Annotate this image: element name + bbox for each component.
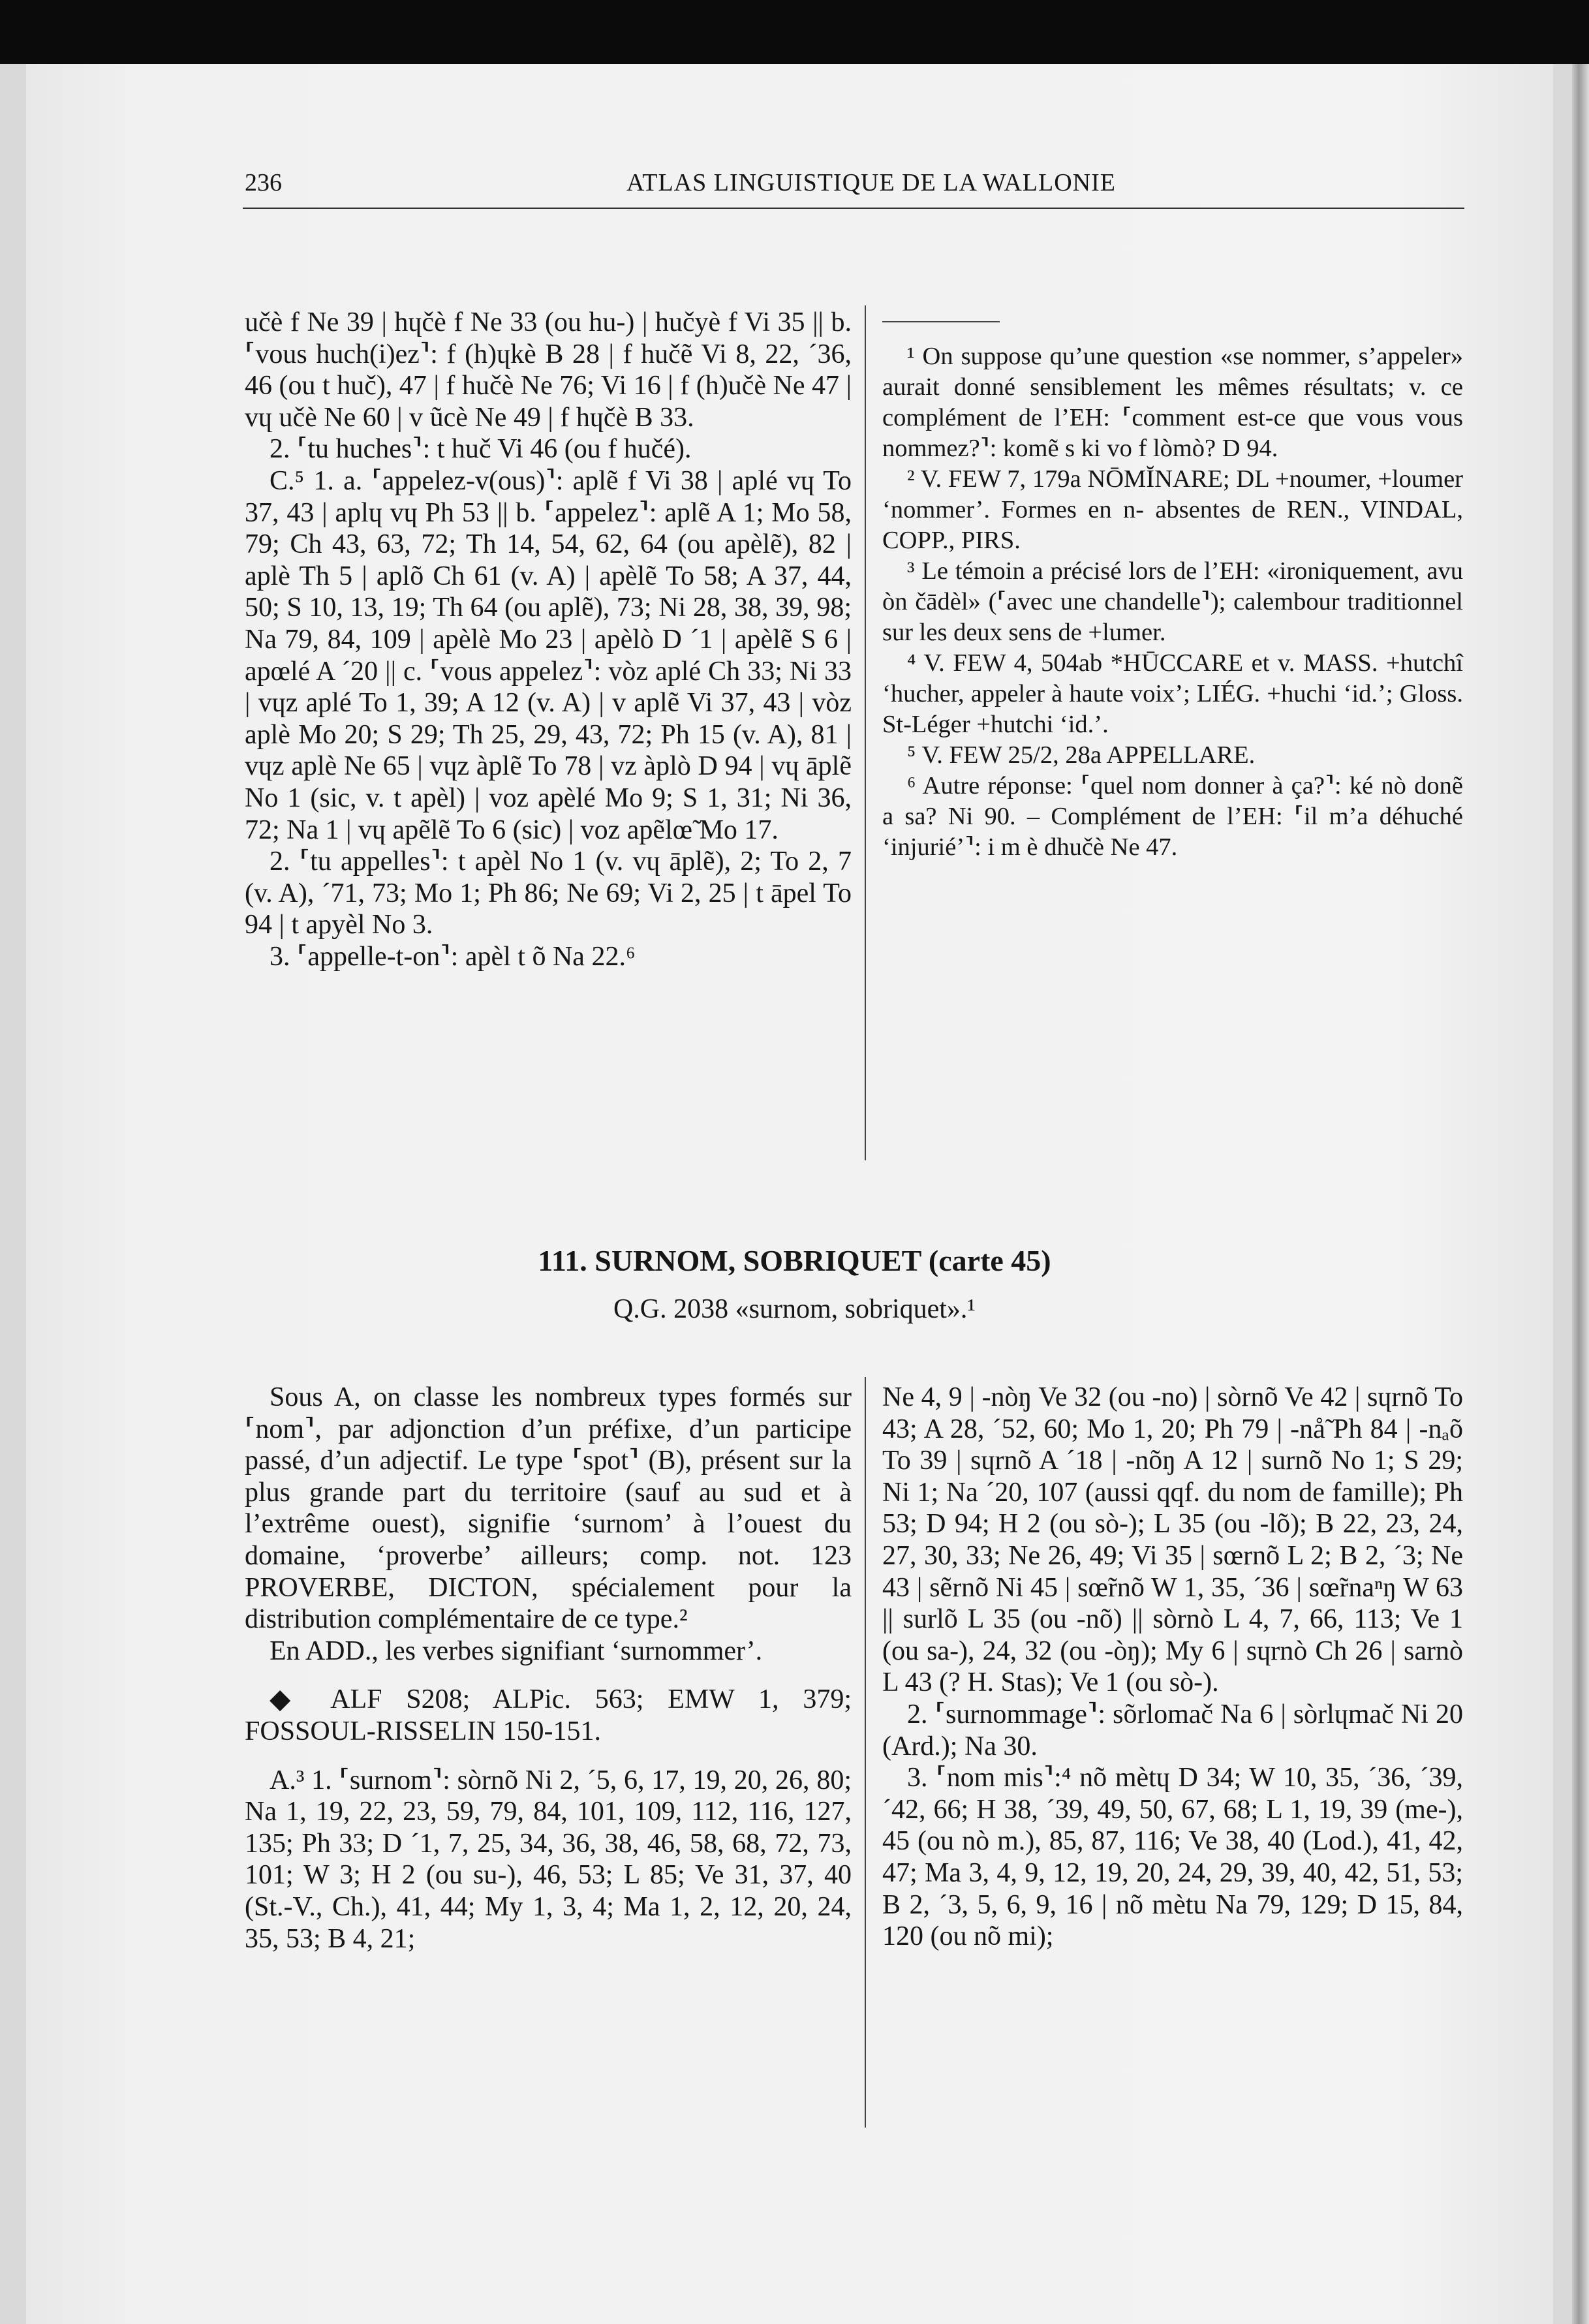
- running-title: ATLAS LINGUISTIQUE DE LA WALLONIE: [626, 169, 1116, 196]
- page-number: 236: [245, 169, 282, 196]
- top-left-column: [245, 307, 852, 972]
- paragraph: učè f Ne 39 | hɥčè f Ne 33 (ou hu-) | hučyè f Vi 35 || b. ⸢vous huch(i)ez⸣: f (h)ɥkè B 28 | f hučẽ Vi 8, 22, ´36, 46 (ou t huč), 47 | f hučè Ne 76; Vi 16 | f (h)učè Ne 47 | vɥ učè Ne 60 | v ũcè Ne 49 | f hɥčè B 33.: [245, 307, 852, 433]
- footnote: ¹ On suppose qu’une question «se nommer, s’appeler» aurait donné sensiblement les mêmes résultats; v. ce complément de l’EH: ⸢comment est-ce que vous vous nommez?⸣: komẽ s ki vo f lòmò? D 94.: [882, 343, 1463, 462]
- scan-top-border: [0, 0, 1589, 64]
- header-rule: [243, 208, 1464, 209]
- footnote: ⁶ Autre réponse: ⸢quel nom donner à ça?⸣: ké nò donẽ a sa? Ni 90. – Complément de l’EH: ⸢il m’a déhuché ‘injurié’⸣: i m è dhučè Ne 47.: [882, 772, 1463, 861]
- paragraph: ◆ ALF S208; ALPic. 563; EMW 1, 379; FOSSOUL-RISSELIN 150-151.: [245, 1684, 852, 1746]
- section-title: 111. SURNOM, SOBRIQUET (carte 45): [538, 1244, 1051, 1277]
- paragraph: 3. ⸢nom mis⸣:⁴ nõ mètɥ D 34; W 10, 35, ´36, ´39, ´42, 66; H 38, ´39, 49, 50, 67, 68; L 1, 19, 39 (me-), 45 (ou nò m.), 85, 87, 116; Ve 38, 40 (Lod.), 41, 42, 47; Ma 3, 4, 9, 12, 19, 20, 24, 29, 39, 40, 42, 51, 53; B 2, ´3, 5, 6, 9, 16 | nõ mètu Na 79, 129; D 15, 84, 120 (ou nõ mi);: [882, 1763, 1463, 1952]
- paragraph: 3. ⸢appelle-t-on⸣: apèl t õ Na 22.⁶: [270, 941, 636, 972]
- section-subtitle: Q.G. 2038 «surnom, sobriquet».¹: [613, 1294, 976, 1324]
- footnote: ² V. FEW 7, 179a NŌMĬNARE; DL +noumer, +loumer ‘nommer’. Formes en n- absentes de REN., VINDAL, COPP., PIRS.: [882, 465, 1463, 554]
- bottom-right-column: [882, 1382, 1463, 1953]
- paragraph: C.⁵ 1. a. ⸢appelez-v(ous)⸣: aplẽ f Vi 38 | aplé vɥ To 37, 43 | aplɥ vɥ Ph 53 || b. ⸢appelez⸣: aplẽ A 1; Mo 58, 79; Ch 43, 63, 72; Th 14, 54, 62, 64 (ou apèlẽ), 82 | aplè Th 5 | aplõ Ch 61 (v. A) | apèlẽ To 58; A 37, 44, 50; S 10, 13, 19; Th 64 (ou aplẽ), 73; Ni 28, 38, 39, 98; Na 79, 84, 109 | apèlè Mo 23 | apèlò D ´1 | apèlẽ S 6 | apœlé A ´20 || c. ⸢vous appelez⸣: vòz aplé Ch 33; Ni 33 | vɥz aplé To 1, 39; A 12 (v. A) | v aplẽ Vi 37, 43 | vòz aplè Mo 20; S 29; Th 25, 29, 43, 72; Ph 15 (v. A), 81 | vɥz aplè Ne 65 | vɥz àplẽ To 78 | vz àplò D 94 | vɥ āplẽ No 1 (sic, v. t apèl) | voz apèlé Mo 9; S 1, 31; Ni 36, 72; Na 1 | vɥ apẽlẽ To 6 (sic) | voz apẽlœ̃ Mo 17.: [245, 465, 852, 845]
- footnote: ⁵ V. FEW 25/2, 28a APPELLARE.: [907, 741, 1256, 769]
- paragraph: 2. ⸢tu huches⸣: t huč Vi 46 (ou f hučé).: [270, 434, 692, 465]
- paragraph: Ne 4, 9 | -nòŋ Ve 32 (ou -no) | sòrnõ Ve 42 | sɥrnõ To 43; A 28, ´52, 60; Mo 1, 20; Ph 79 | -nå̃ Ph 84 | -nₐõ To 39 | sɥrnõ A ´18 | -nõŋ A 12 | surnõ No 1; S 29; Ni 1; Na ´20, 107 (aussi qqf. du nom de famille); Ph 53; D 94; H 2 (ou sò-); L 35 (ou -lõ); B 22, 23, 24, 27, 30, 33; Ne 26, 49; Vi 35 | sœrnõ L 2; B 2, ´3; Ne 43 | sẽrnõ Ni 45 | sœ̃rnõ W 1, 35, ´36 | sœ̃rnaⁿŋ W 63 || surlõ L 35 (ou -nõ) || sòrnò L 4, 7, 66, 113; Ve 1 (ou sa-), 24, 32 (ou -òŋ); My 6 | sɥrnò Ch 26 | sarnò L 43 (? H. Stas); Ve 1 (ou sò-).: [882, 1382, 1463, 1698]
- paragraph: 2. ⸢surnommage⸣: sõrlomač Na 6 | sòrlɥmač Ni 20 (Ard.); Na 30.: [882, 1699, 1463, 1761]
- column-divider: [865, 1377, 866, 2128]
- bottom-left-column: [245, 1382, 852, 1955]
- footnote: ³ Le témoin a précisé lors de l’EH: «ironiquement, avu òn čādèl» (⸢avec une chandelle⸣); calembour traditionnel sur les deux sens de +lumer.: [882, 557, 1463, 646]
- scan-right-edge: [1572, 64, 1589, 2324]
- paragraph: A.³ 1. ⸢surnom⸣: sòrnõ Ni 2, ´5, 6, 17, 19, 20, 26, 80; Na 1, 19, 22, 23, 59, 79, 84, 101, 109, 112, 116, 127, 135; Ph 33; D ´1, 7, 25, 34, 36, 38, 46, 58, 68, 72, 73, 101; W 3; H 2 (ou su-), 46, 53; L 85; Ve 31, 37, 40 (St.-V., Ch.), 41, 44; My 1, 3, 4; Ma 1, 2, 12, 20, 24, 35, 53; B 4, 21;: [245, 1765, 852, 1954]
- column-divider: [865, 305, 866, 1160]
- paragraph: Sous A, on classe les nombreux types formés sur ⸢nom⸣, par adjonction d’un préfixe, d’un participe passé, d’un adjectif. Le type ⸢spot⸣ (B), présent sur la plus grande part du territoire (sauf au sud et à l’extrême ouest), signifie ‘surnom’ à l’ouest du domaine, ‘proverbe’ ailleurs; comp. not. 123 PROVERBE, DICTON, spécialement pour la distribution complémentaire de ce type.²: [245, 1382, 852, 1635]
- footnote: ⁴ V. FEW 4, 504ab *HŪCCARE et v. MASS. +hutchî ‘hucher, appeler à haute voix’; LIÉG. +huchi ‘id.’; Gloss. St-Léger +hutchi ‘id.’.: [882, 649, 1463, 738]
- footnotes-column: [882, 310, 1463, 863]
- paragraph: En ADD., les verbes signifiant ‘surnommer’.: [270, 1635, 763, 1666]
- paragraph: 2. ⸢tu appelles⸣: t apèl No 1 (v. vɥ āplẽ), 2; To 2, 7 (v. A), ´71, 73; Mo 1; Ph 86; Ne 69; Vi 2, 25 | t āpel To 94 | t apyèl No 3.: [245, 846, 852, 940]
